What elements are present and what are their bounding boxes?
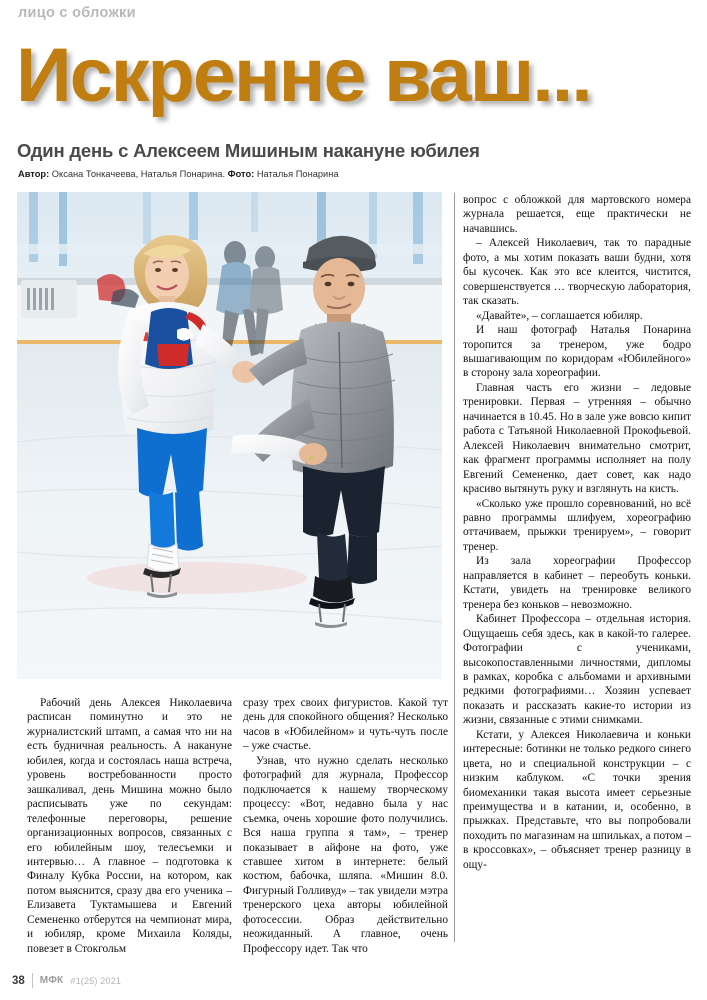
- body-column-left: [27, 696, 232, 955]
- byline-photo-label: Фото:: [227, 169, 255, 179]
- body-column-right: [463, 193, 691, 945]
- paragraph: – Алексей Николаевич, так то парадные фото, а мы хотим показать ваши будни, хотя бы кусочек. Как это все клеится, чистится, совершенствуется … творческую лаборатория, так сказать.: [463, 237, 691, 308]
- paragraph: Узнав, что нужно сделать несколько фотографий для журнала, Профессор подключается к нашему творческому процессу: «Вот, недавно была у нас съемка, очень хорошие фото получились. Вся наша группа я там», – тренер показывает в айфоне на фото, уже ставшее хитом в интернете: белый костюм, бабочка, шляпа. «Мишин 8.0. Фигурный Голливуд» – так увидели мэтра тренерского цеха авторы юбилейной фотосессии. Образ действительно неожиданный. А главное, очень Профессору идет. Так что: [243, 754, 448, 955]
- footer-divider: [32, 973, 33, 988]
- byline-author-label: Автор:: [18, 169, 50, 179]
- paragraph: вопрос с обложкой для мартовского номера журнала решается, еще практически не начавшись.: [463, 194, 691, 235]
- paragraph: Кабинет Профессора – отдельная история. Ощущаешь себя здесь, как в какой-то галерее. Фотографии с учениками, высокопоставленными личностями, дипломы в рамках, коробка с альбомами и архивными редкими фотографиями… Хозяин успевает показать и рассказать какие-то истории из жизни, связанные с этими снимками.: [463, 613, 691, 727]
- paragraph: «Сколько уже прошло соревнований, но всё равно программы шлифуем, хореографию оттачиваем, прыжки тренируем», – говорит тренер.: [463, 497, 691, 553]
- page-headline: Искренне ваш...: [16, 33, 591, 118]
- page-kicker: лицо с обложки: [18, 5, 136, 21]
- paragraph: И наш фотограф Наталья Понарина торопится за тренером, уже бодро вышагивающим по коридорам «Юбилейного» в сторону зала хореографии.: [463, 324, 691, 380]
- byline-author-names: Оксана Тонкачеева, Наталья Понарина.: [51, 169, 226, 179]
- lead-photo: [17, 192, 442, 679]
- paragraph: Из зала хореографии Профессор направляется в кабинет – переобуть коньки. Кстати, увидеть на тренировке великого тренера без коньков – невозможно.: [463, 555, 691, 611]
- paragraph: Рабочий день Алексея Николаевича расписан поминутно и это не журналистский штамп, а самая что ни на есть будничная реальность. А накануне юбилея, когда и состоялась наша встреча, уровень востребованности просто зашкаливал, день Мишина можно было расписывать уже по секундам: телефонные переговоры, решение организационных вопросов, связанных с его юбилейным шоу, телесъемки и интервью… А главное – подготовка к Финалу Кубка России, на котором, как потом выяснится, сразу два его ученика – Елизавета Туктамышева и Евгений Семененко отберутся на чемпионат мира, и юбиляр, кроме Михаила Коляды, повезет в Стокгольм: [27, 697, 232, 955]
- page-number: 38: [12, 974, 25, 987]
- column-divider: [454, 193, 455, 942]
- page-footer: [12, 973, 121, 988]
- byline: [18, 168, 339, 180]
- page-subhead: Один день с Алексеем Мишиным накануне юбилея: [17, 140, 480, 161]
- paragraph: Кстати, у Алексея Николаевича и коньки интересные: ботинки не только редкого синего цвета, но и специальной конструкции – с низким каблуком. «С точки зрения биомеханики такая высота имеет серьезные преимущества и в катании, и, особенно, в прыжках. Представьте, что вы попробовали походить по магазинам на шпильках, а потом – в кроссовках», – объясняет тренер разницу в ощу-: [463, 728, 691, 871]
- paragraph: Главная часть его жизни – ледовые тренировки. Первая – утренняя – обычно начинается в 10.45. Но в зале уже вовсю кипит работа с Татьяной Николаевной Прокофьевой. Алексей Николаевич внимательно смотрит, как фрагмент программы исполняет на полу Евгений Семененко, дает совет, как надо красиво вытянуть руку и взглянуть на кисть.: [463, 381, 691, 496]
- issue-number: #1(25) 2021: [70, 975, 122, 986]
- body-column-middle: [243, 696, 448, 955]
- paragraph: сразу трех своих фигуристов. Какой тут день для спокойного общения? Несколько часов в «Юбилейном» и чуть-чуть после – уже счастье.: [243, 697, 448, 753]
- byline-photo-names: Наталья Понарина: [256, 169, 339, 179]
- lead-photo-image: [17, 192, 442, 679]
- paragraph: «Давайте», – соглашается юбиляр.: [476, 309, 643, 322]
- magazine-name: МФК: [39, 975, 64, 986]
